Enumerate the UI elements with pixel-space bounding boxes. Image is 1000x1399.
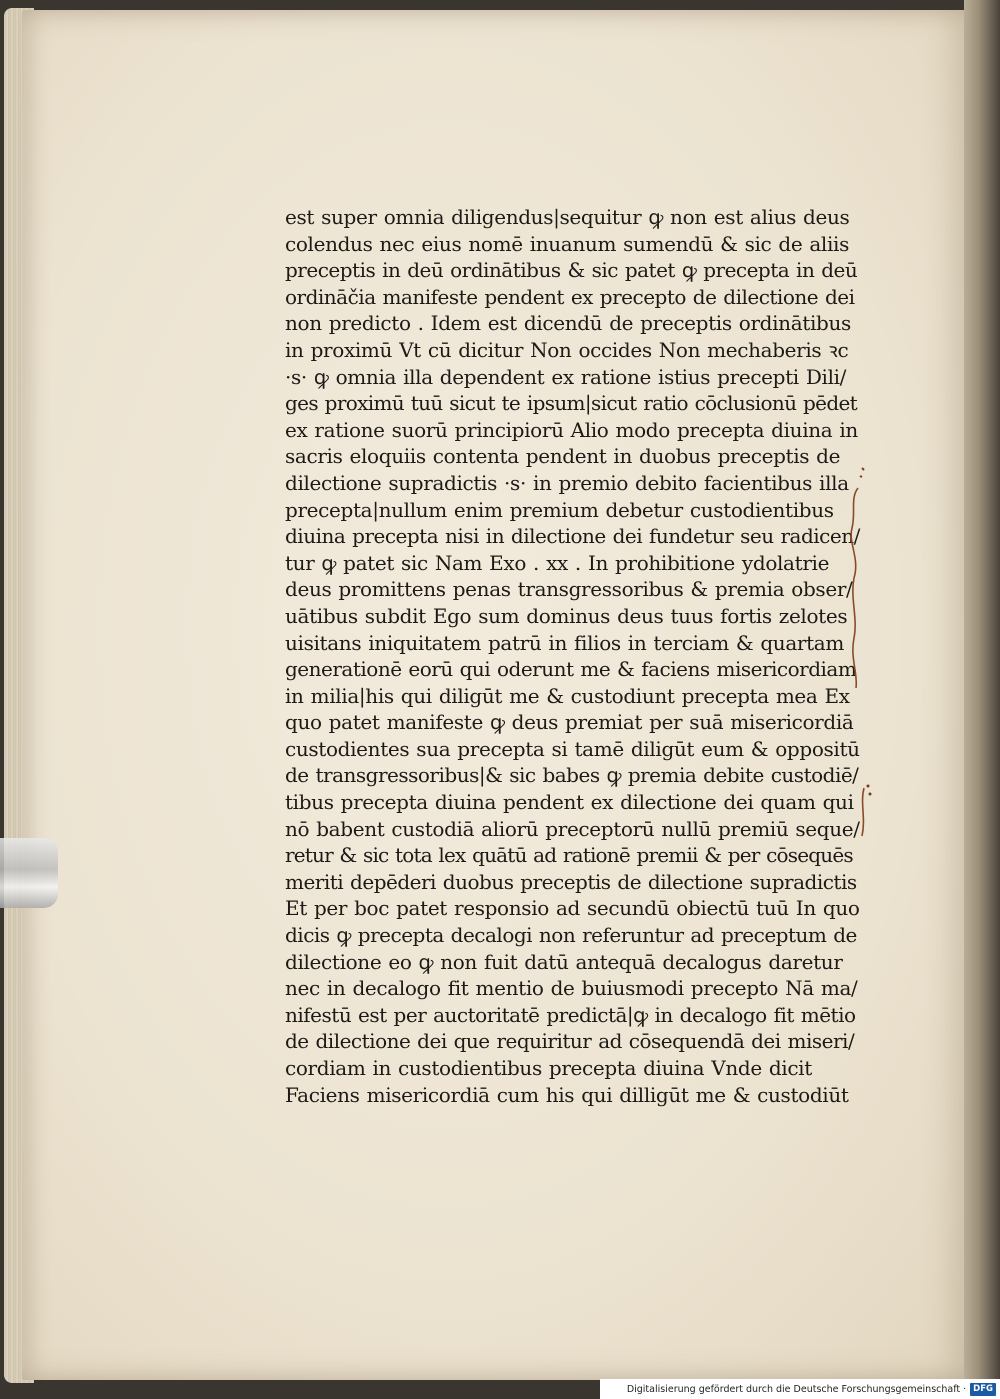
text-line: Faciens misericordiā cum his qui dilligūt me & custodiūt bbox=[285, 1082, 849, 1107]
text-line: nec in decalogo fit mentio de buiusmodi precepto Nā ma/ bbox=[285, 976, 858, 1001]
dfg-logo: DFG bbox=[970, 1383, 996, 1396]
marginal-dots bbox=[860, 468, 864, 477]
page-clip bbox=[0, 838, 58, 908]
footer-credit: Digitalisierung gefördert durch die Deutsche Forschungsgemeinschaft · bbox=[626, 1383, 967, 1395]
text-line: nō babent custodiā aliorū preceptorū nullū premiū seque/ bbox=[285, 816, 860, 841]
text-line: non predicto . Idem est dicendū de preceptis ordinātibus bbox=[285, 311, 851, 336]
text-line: de transgressoribus|& sic babes ꝙ premia debite custodiē/ bbox=[285, 763, 859, 788]
text-line: est super omnia diligendus|sequitur ꝙ non est alius deus bbox=[285, 205, 850, 229]
text-line: ex ratione suorū principiorū Alio modo precepta diuina in bbox=[285, 417, 858, 442]
text-line: colendus nec eius nomē inuanum sumendū & sic de aliis bbox=[285, 231, 849, 256]
text-line: sacris eloquiis contenta pendent in duobus preceptis de bbox=[285, 444, 841, 469]
text-line: preceptis in deū ordinātibus & sic patet ꝙ precepta in deū bbox=[285, 258, 858, 283]
footer-bar bbox=[600, 1379, 1000, 1399]
text-line: deus promittens penas transgressoribus & premia obser/ bbox=[285, 577, 853, 602]
text-line: ges proximū tuū sicut te ipsum|sicut ratio cōclusionū pēdet bbox=[285, 391, 858, 416]
incunable-text-block bbox=[285, 204, 860, 1108]
text-line: de dilectione dei que requiritur ad cōsequendā dei miseri/ bbox=[285, 1029, 855, 1054]
text-line: dilectione supradictis ·s· in premio debito facientibus illa bbox=[285, 470, 849, 495]
text-line: dicis ꝙ precepta decalogi non referuntur ad preceptum de bbox=[285, 923, 857, 948]
text-line: meriti depēderi duobus preceptis de dilectione supradictis bbox=[285, 869, 857, 894]
marginal-annotation-marks bbox=[838, 458, 878, 858]
text-line: cordiam in custodientibus precepta diuina Vnde dicit bbox=[285, 1056, 812, 1080]
text-line: quo patet manifeste ꝙ deus premiat per suā misericordiā bbox=[285, 710, 854, 735]
text-line: uātibus subdit Ego sum dominus deus tuus fortis zelotes bbox=[285, 603, 848, 628]
text-line: uisitans iniquitatem patrū in filios in terciam & quartam bbox=[285, 630, 844, 655]
marginal-bracket bbox=[851, 488, 858, 688]
text-line: ordināčia manifeste pendent ex precepto de dilectione dei bbox=[285, 284, 855, 309]
text-line: nifestū est per auctoritatē predictā|ꝙ in decalogo fit mētio bbox=[285, 1002, 856, 1027]
text-line: dilectione eo ꝙ non fuit datū antequā decalogus daretur bbox=[285, 949, 843, 974]
text-line: Et per boc patet responsio ad secundū obiectū tuū In quo bbox=[285, 896, 860, 921]
text-line: precepta|nullum enim premium debetur custodientibus bbox=[285, 497, 834, 522]
text-line: retur & sic tota lex quātū ad rationē premii & per cōsequēs bbox=[285, 843, 853, 868]
text-line: tur ꝙ patet sic Nam Exo . xx . In prohibitione ydolatrie bbox=[285, 550, 830, 575]
text-line: custodientes sua precepta si tamē diligūt eum & oppositū bbox=[285, 736, 860, 761]
marginal-bracket-lower bbox=[862, 788, 864, 836]
text-line: diuina precepta nisi in dilectione dei fundetur seu radicen/ bbox=[285, 524, 860, 549]
text-line: generationē eorū qui oderunt me & faciens misericordiam bbox=[285, 657, 857, 682]
book-spine-edge bbox=[964, 0, 1000, 1399]
text-line: ·s· ꝙ omnia illa dependent ex ratione istius precepti Dili/ bbox=[285, 364, 847, 389]
text-line: in milia|his qui diligūt me & custodiunt precepta mea Ex bbox=[285, 683, 850, 708]
text-line: tibus precepta diuina pendent ex dilectione dei quam qui bbox=[285, 790, 854, 815]
text-line: in proximū Vt cū dicitur Non occides Non mechaberis ꝛc bbox=[285, 337, 849, 362]
